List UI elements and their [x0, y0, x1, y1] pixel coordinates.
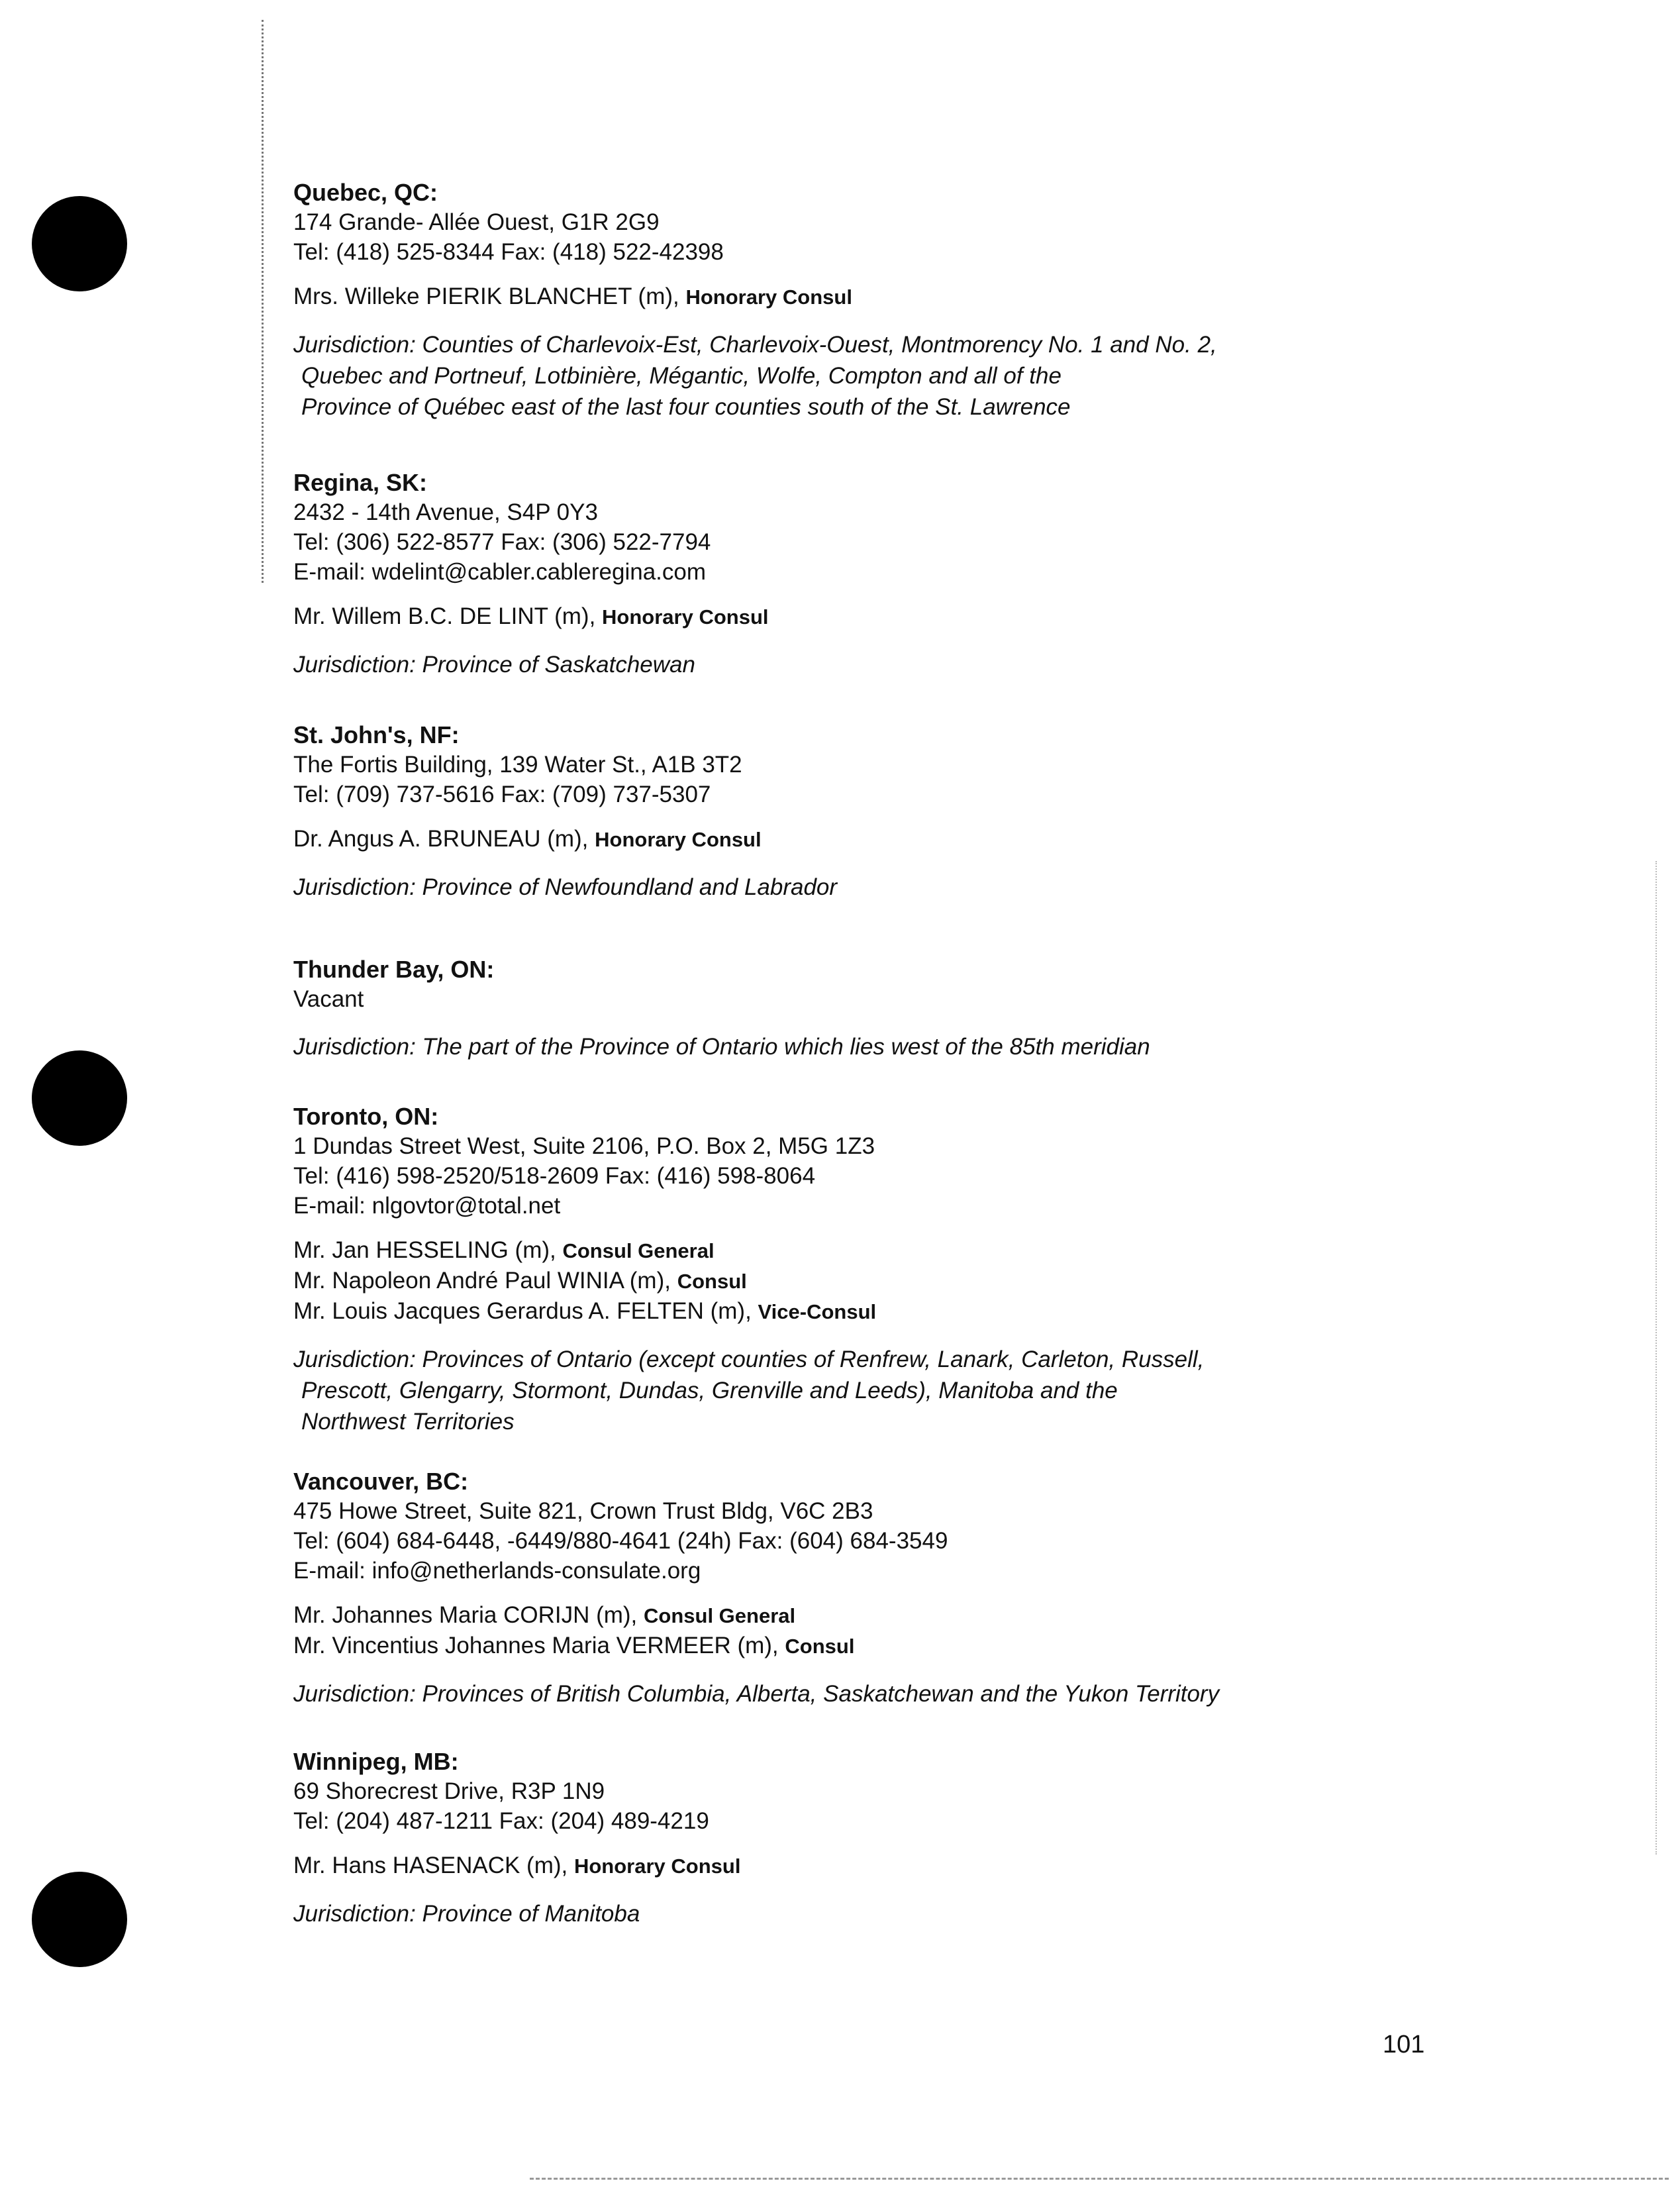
jurisdiction-line: Jurisdiction: The part of the Province of Ontario which lies west of the 85th meridian: [293, 1034, 1150, 1060]
jurisdiction-line: Jurisdiction: Provinces of Ontario (except counties of Renfrew, Lanark, Carleton, Russell,: [293, 1347, 1205, 1372]
official-title: Consul: [677, 1270, 747, 1293]
official: [293, 1296, 1353, 1327]
official-name: Mr. Hans HASENACK (m),: [293, 1853, 568, 1878]
official-name: Mr. Willem B.C. DE LINT (m),: [293, 603, 596, 629]
jurisdiction-line: Jurisdiction: Counties of Charlevoix-Est, Charlevoix-Ouest, Montmorency No. 1 and No. 2,: [293, 332, 1217, 358]
email: E-mail: wdelint@cabler.cableregina.com: [293, 559, 707, 585]
address: 69 Shorecrest Drive, R3P 1N9: [293, 1778, 605, 1804]
official-name: Dr. Angus A. BRUNEAU (m),: [293, 826, 589, 852]
page-number: 101: [1383, 2031, 1425, 2058]
punch-hole: [32, 1050, 127, 1146]
official-name: Mr. Johannes Maria CORIJN (m),: [293, 1602, 638, 1628]
city-heading: Winnipeg, MB:: [293, 1748, 459, 1775]
city-heading: Toronto, ON:: [293, 1103, 439, 1130]
phone-fax: Tel: (709) 737-5616 Fax: (709) 737-5307: [293, 782, 711, 807]
official-name: Mr. Louis Jacques Gerardus A. FELTEN (m),: [293, 1298, 752, 1324]
address: The Fortis Building, 139 Water St., A1B 3T2: [293, 752, 742, 778]
consulate-entry-quebec: [293, 178, 1353, 423]
jurisdiction: [293, 649, 1353, 680]
scan-edge-line: [1655, 861, 1657, 1855]
jurisdiction-line: Prescott, Glengarry, Stormont, Dundas, Grenville and Leeds), Manitoba and the: [301, 1378, 1118, 1403]
jurisdiction: [293, 1344, 1353, 1437]
address: 174 Grande- Allée Ouest, G1R 2G9: [293, 209, 660, 235]
city-heading: Regina, SK:: [293, 469, 428, 496]
punch-hole: [32, 196, 127, 291]
address: 2432 - 14th Avenue, S4P 0Y3: [293, 499, 598, 525]
jurisdiction: [293, 1678, 1353, 1709]
jurisdiction-line: Jurisdiction: Province of Manitoba: [293, 1901, 640, 1927]
official: [293, 824, 1353, 854]
address: Vacant: [293, 986, 364, 1012]
official-title: Honorary Consul: [595, 828, 762, 851]
email: E-mail: nlgovtor@total.net: [293, 1193, 561, 1219]
jurisdiction-line: Jurisdiction: Province of Newfoundland and Labrador: [293, 874, 838, 900]
phone-fax: Tel: (416) 598-2520/518-2609 Fax: (416) 598-8064: [293, 1163, 816, 1189]
official: [293, 1851, 1353, 1881]
official: [293, 1235, 1353, 1266]
jurisdiction-line: Quebec and Portneuf, Lotbinière, Mégantic, Wolfe, Compton and all of the: [301, 363, 1062, 389]
consulate-entry-regina: [293, 468, 1353, 680]
jurisdiction: [293, 1898, 1353, 1929]
punch-hole: [32, 1872, 127, 1967]
consulate-entry-vancouver: [293, 1466, 1353, 1709]
official: [293, 1266, 1353, 1296]
official-title: Consul General: [562, 1239, 715, 1262]
official-title: Honorary Consul: [573, 1855, 741, 1878]
jurisdiction-line: Jurisdiction: Province of Saskatchewan: [293, 652, 695, 678]
jurisdiction-line: Jurisdiction: Provinces of British Columbia, Alberta, Saskatchewan and the Yukon Territory: [293, 1681, 1220, 1707]
consulate-entry-thunder-bay: [293, 954, 1353, 1062]
city-heading: Vancouver, BC:: [293, 1468, 469, 1495]
phone-fax: Tel: (204) 487-1211 Fax: (204) 489-4219: [293, 1808, 709, 1834]
official-title: Vice-Consul: [758, 1300, 877, 1323]
official-name: Mr. Vincentius Johannes Maria VERMEER (m),: [293, 1633, 779, 1658]
phone-fax: Tel: (604) 684-6448, -6449/880-4641 (24h) Fax: (604) 684-3549: [293, 1528, 948, 1554]
official-name: Mr. Napoleon André Paul WINIA (m),: [293, 1268, 671, 1294]
address: 1 Dundas Street West, Suite 2106, P.O. Box 2, M5G 1Z3: [293, 1133, 875, 1159]
official-title: Honorary Consul: [685, 285, 852, 309]
address: 475 Howe Street, Suite 821, Crown Trust Bldg, V6C 2B3: [293, 1498, 873, 1524]
official: [293, 1631, 1353, 1661]
official: [293, 281, 1353, 312]
jurisdiction: [293, 329, 1353, 423]
official: [293, 1600, 1353, 1631]
jurisdiction: [293, 872, 1353, 903]
city-heading: Quebec, QC:: [293, 179, 438, 206]
scan-edge-line: [262, 20, 264, 583]
official: [293, 601, 1353, 632]
official-name: Mr. Jan HESSELING (m),: [293, 1237, 556, 1263]
phone-fax: Tel: (418) 525-8344 Fax: (418) 522-42398: [293, 239, 724, 265]
official-title: Honorary Consul: [602, 605, 769, 629]
jurisdiction: [293, 1031, 1353, 1062]
official-title: Consul General: [644, 1604, 796, 1627]
official-name: Mrs. Willeke PIERIK BLANCHET (m),: [293, 283, 679, 309]
phone-fax: Tel: (306) 522-8577 Fax: (306) 522-7794: [293, 529, 711, 555]
scan-bottom-line: [530, 2178, 1669, 2180]
city-heading: Thunder Bay, ON:: [293, 956, 495, 983]
consulate-entry-st-johns: [293, 720, 1353, 903]
official-title: Consul: [785, 1635, 855, 1658]
email: E-mail: info@netherlands-consulate.org: [293, 1558, 701, 1584]
city-heading: St. John's, NF:: [293, 721, 460, 748]
consulate-entry-toronto: [293, 1101, 1353, 1437]
consulate-entry-winnipeg: [293, 1747, 1353, 1929]
jurisdiction-line: Northwest Territories: [301, 1409, 515, 1435]
jurisdiction-line: Province of Québec east of the last four counties south of the St. Lawrence: [301, 394, 1071, 420]
